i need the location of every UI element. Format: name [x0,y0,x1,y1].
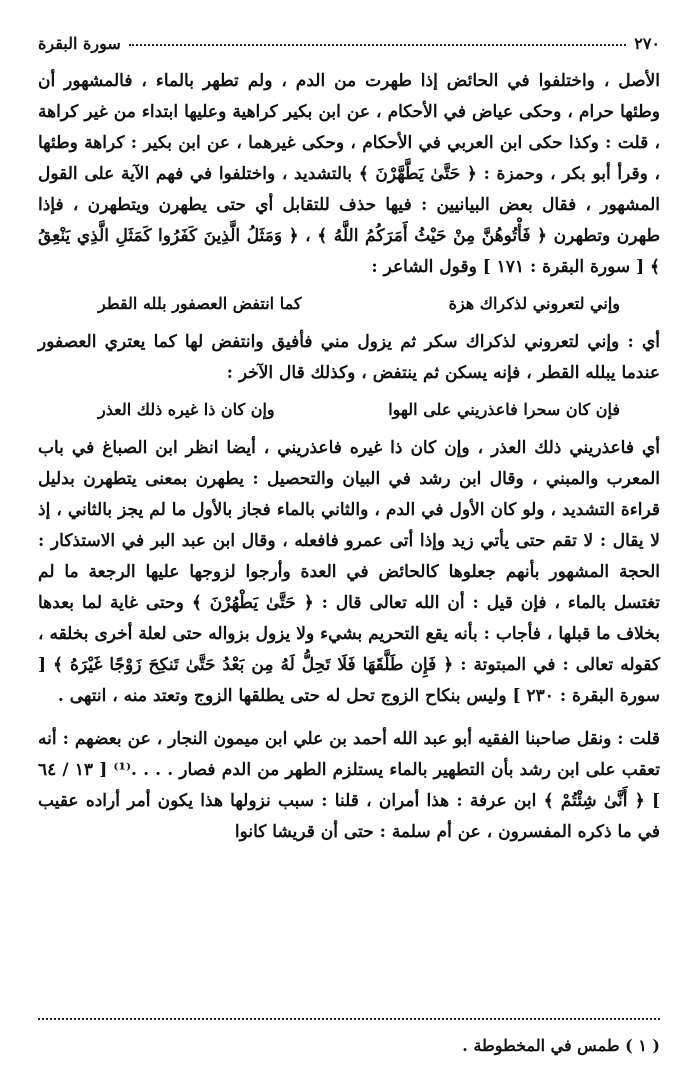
paragraph-3: أي فاعذريني ذلك العذر ، وإن كان ذا غيره فاعذريني ، أيضا انظر ابن الصباغ في باب المعرب والمبني ، وقال ابن رشد في البيان والتحصيل : يطهرن بمعنى يتطهرن بدليل قراءة التشديد ، ولو كان الأول في الدم ، والثاني بالماء فجاز بالأول ما لم يجز بالثاني ، إذ لا يقال : لا تقم حتى يأتي زيد وإذا أتى عمرو فافعله ، وقال ابن عبد البر في الاستذكار : الحجة المشهور بأنهم جعلوها كالحائض في العدة وأرجوا لزوجها عليها الرجعة ما لم تغتسل بالماء ، فإن قيل : أن الله تعالى قال : ﴿ حَتَّىٰ يَطْهُرْنَ ﴾ وحتى غاية لما بعدها بخلاف ما قبلها ، فأجاب : بأنه يقع التحريم بشيء ولا يزول بزواله حتى لعلة أخرى بخلقه ، كقوله تعالى : في المبتوتة : ﴿ فَإِن طَلَّقَهَا فَلَا تَحِلُّ لَهُ مِن بَعْدُ حَتَّىٰ تَنكِحَ زَوْجًا غَيْرَهُ ﴾ [ سورة البقرة : ٢٣٠ ] وليس بنكاح الزوج تحل له حتى يطلقها الزوج وتعتد منه ، انتهى . [38,438,660,706]
verse-2-first-hemistich: فإن كان سحرا فاعذريني على الهوا [388,400,620,419]
verse-2-second-hemistich: وإن كان ذا غيره ذلك العذر [98,400,275,419]
page-number: ٢٧٠ [634,33,660,53]
footnote-separator [38,1018,660,1020]
footnote: ( ١ ) طمس في المخطوطة . [462,1036,660,1055]
header-dotted-rule [129,44,626,46]
page-body [38,66,660,848]
surah-title: سورة البقرة [38,33,121,53]
poem-verse-1 [38,283,660,327]
verse-1-second-hemistich: كما انتفض العصفور بلله القطر [98,294,302,313]
paragraph-2: أي : وإني لتعروني لذكراك سكر ثم يزول مني فأفيق وانتفض لها كما يعتري العصفور عندما يبلله القطر ، فإنه يسكن ثم ينتفض ، وكذلك قال الآخر : [38,332,660,383]
poem-verse-2 [38,389,660,433]
page-header [38,30,660,56]
verse-1-first-hemistich: وإني لتعروني لذكراك هزة [448,294,620,313]
paragraph-4: قلت : ونقل صاحبنا الفقيه أبو عبد الله أحمد بن علي ابن ميمون النجار ، عن بعضهم : أنه تعقب على ابن رشد بأن التطهير بالماء يستلزم الطهر من الدم فصار . . . .⁽¹⁾ [ ١٣ / ٦٤ ] ﴿ أَنَّىٰ شِئْتُمْ ﴾ ابن عرفة : هذا أمران ، قلنا : سبب نزولها هذا يكون أمر أراده عقيب في ما ذكره المفسرون ، عن أم سلمة : حتى أن قريشا كانوا [38,729,661,842]
paragraph-1: الأصل ، واختلفوا في الحائض إذا طهرت من الدم ، ولم تطهر بالماء ، فالمشهور أن وطئها حرام ، وحكى عياض في الأحكام ، عن ابن بكير كراهية وعليها ابتداء من غير كراهة ، قلت : وكذا حكى ابن العربي في الأحكام ، وحكى غيرهما ، عن ابن بكير : كراهة وطئها ، وقرأ أبو بكر ، وحمزة : ﴿ حَتَّىٰ يَطَّهَّرْنَ ﴾ بالتشديد ، واختلفوا في فهم الآية على القول المشهور ، فقال بعض البيانيين : فيها حذف للتقابل أي حتى يطهرن ويتطهرن ، فإذا طهرن وتطهرن ﴿ فَأْتُوهُنَّ مِنْ حَيْثُ أَمَرَكُمُ اللَّهُ ﴾ ، ﴿ وَمَثَلُ الَّذِينَ كَفَرُوا كَمَثَلِ الَّذِي يَنْعِقُ ﴾ [ سورة البقرة : ١٧١ ] وقول الشاعر : [38,71,660,277]
